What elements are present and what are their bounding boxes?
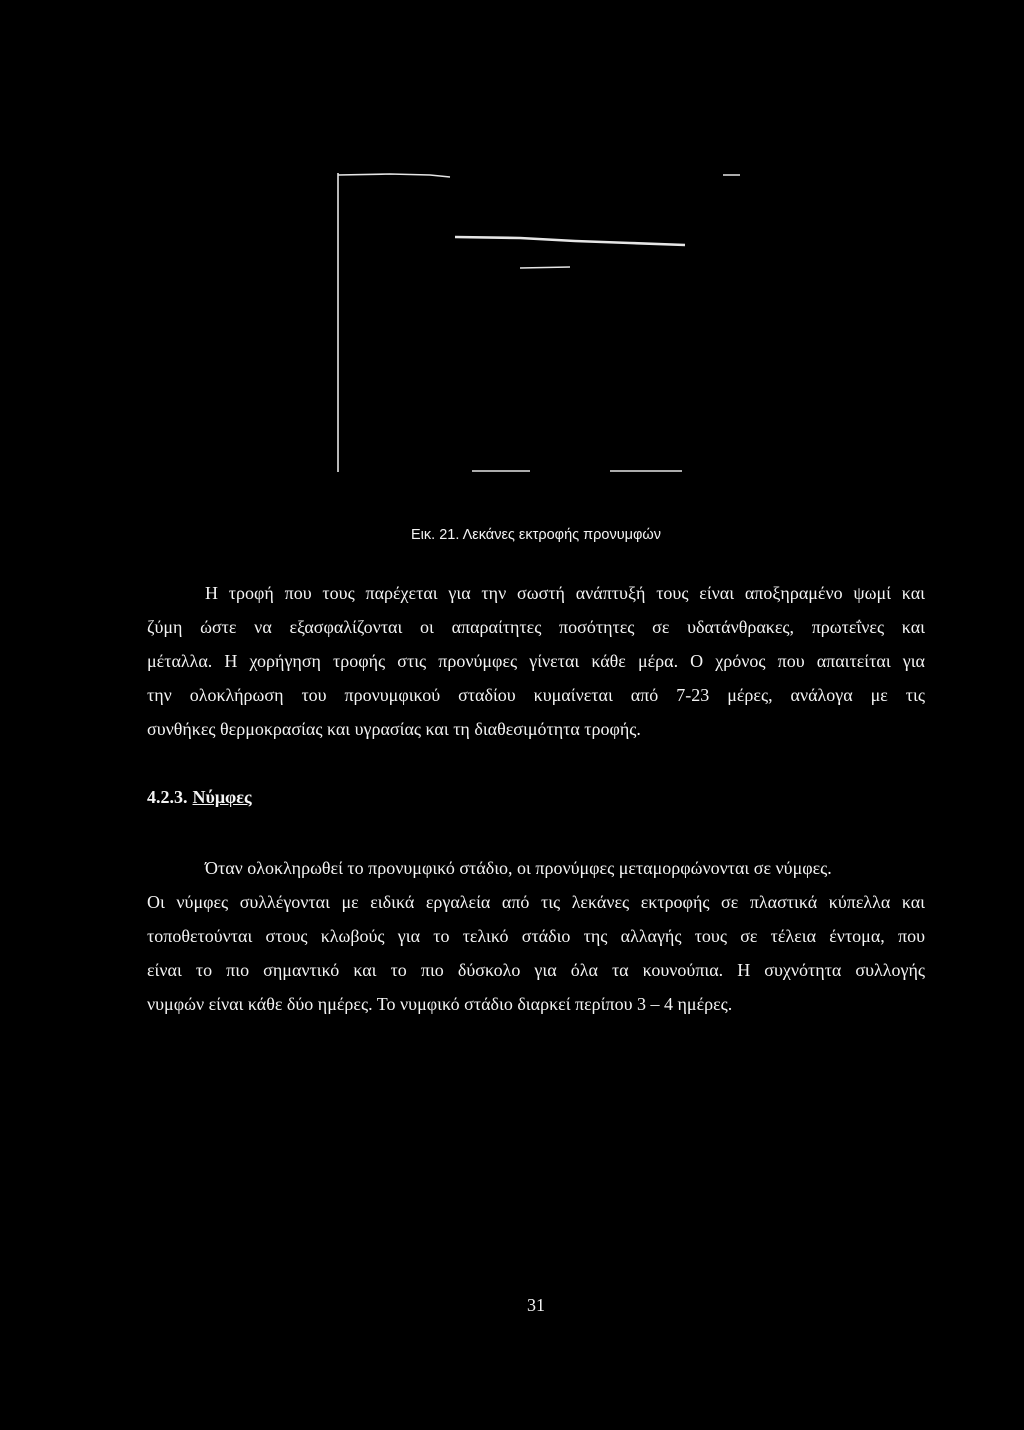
paragraph-pupae <box>147 851 925 1021</box>
photo-background <box>330 165 750 480</box>
paragraph-line: Η τροφή που τους παρέχεται για την σωστή ανάπτυξή τους είναι αποξηραμένο ψωμί και <box>205 583 925 603</box>
section-title: Νύμφες <box>192 787 252 807</box>
page-number: 31 <box>527 1295 545 1315</box>
section-heading <box>147 780 252 814</box>
paragraph-line: συνθήκες θερμοκρασίας και υγρασίας και τη διαθεσιμότητα τροφής. <box>147 719 641 739</box>
paragraph-line: Όταν ολοκληρωθεί το προνυμφικό στάδιο, οι προνύμφες μεταμορφώνονται σε νύμφες. <box>205 858 832 878</box>
section-number: 4.2.3. <box>147 787 188 807</box>
scan-line-short <box>520 267 570 268</box>
paragraph-food <box>147 576 925 746</box>
paragraph-line: είναι το πιο σημαντικό και το πιο δύσκολο για όλα τα κουνούπια. Η συχνότητα συλλογής <box>147 960 925 980</box>
paragraph-line: νυμφών είναι κάθε δύο ημέρες. Το νυμφικό στάδιο διαρκεί περίπου 3 – 4 ημέρες. <box>147 994 733 1014</box>
paragraph-line: Οι νύμφες συλλέγονται με ειδικά εργαλεία από τις λεκάνες εκτροφής σε πλαστικά κύπελλα και <box>147 892 925 912</box>
paragraph-line: ζύμη ώστε να εξασφαλίζονται οι απαραίτητες ποσότητες σε υδατάνθρακες, πρωτεΐνες και <box>147 617 925 637</box>
paragraph-line: την ολοκλήρωση του προνυμφικού σταδίου κυμαίνεται από 7-23 μέρες, ανάλογα με τις <box>147 685 925 705</box>
figure-photo <box>330 165 750 480</box>
figure-image <box>330 165 750 480</box>
figure-caption: Εικ. 21. Λεκάνες εκτροφής προνυμφών <box>411 527 661 543</box>
paragraph-line: τοποθετούνται στους κλωβούς για το τελικό στάδιο της αλλαγής τους σε τέλεια έντομα, που <box>147 926 925 946</box>
paragraph-line: μέταλλα. Η χορήγηση τροφής στις προνύμφες γίνεται κάθε μέρα. Ο χρόνος που απαιτείται για <box>147 651 925 671</box>
